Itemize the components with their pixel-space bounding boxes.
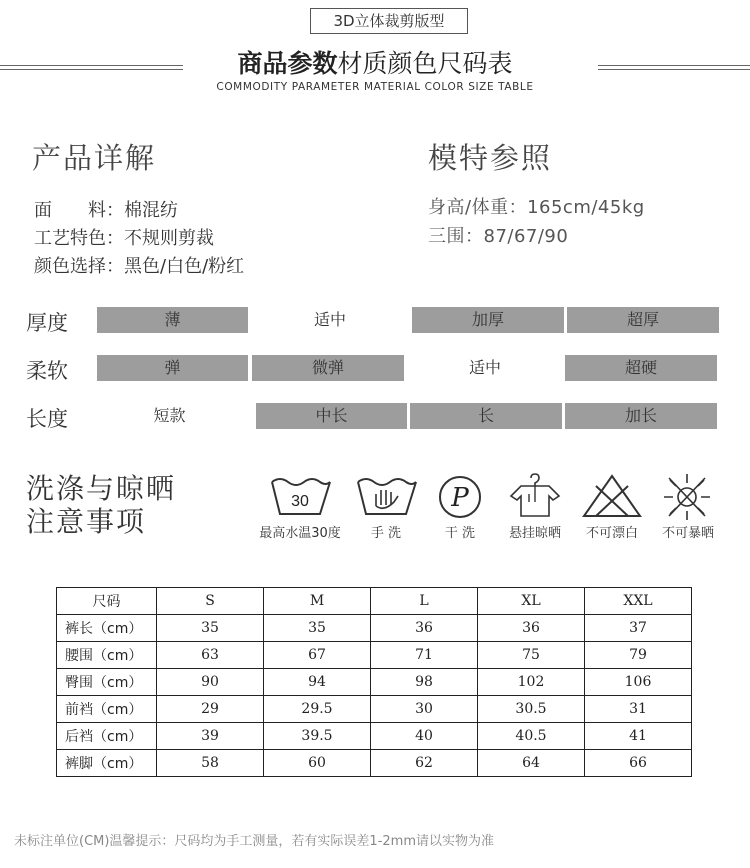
product-info — [34, 197, 244, 281]
craft-label: 工艺特色： — [34, 228, 124, 249]
length-option-short: 短款 — [153, 406, 186, 425]
row-label: 裤脚（cm） — [57, 750, 157, 777]
table-cell: 62 — [371, 750, 478, 777]
thickness-label: 厚度 — [26, 311, 68, 335]
table-cell: 63 — [157, 642, 264, 669]
version-tag: 3D立体裁剪版型 — [310, 8, 468, 34]
model-height-weight: 身高/体重：165cm/45kg — [428, 197, 645, 218]
table-cell: 37 — [585, 615, 692, 642]
no-sun-label: 不可暴晒 — [661, 526, 714, 541]
wash-30-label: 最高水温30度 — [259, 526, 341, 541]
table-cell: 29 — [157, 696, 264, 723]
table-row — [57, 750, 692, 777]
table-cell: 30 — [371, 696, 478, 723]
table-cell: 40 — [371, 723, 478, 750]
dry-clean-icon — [428, 472, 492, 522]
page-subtitle: COMMODITY PARAMETER MATERIAL COLOR SIZE TABLE — [216, 81, 534, 93]
dry-clean-letter: P — [451, 483, 469, 513]
table-cell: 39 — [157, 723, 264, 750]
table-row — [57, 615, 692, 642]
care-title — [26, 472, 176, 538]
table-cell: 60 — [264, 750, 371, 777]
care-title-line1: 洗涤与晾晒 — [26, 472, 177, 505]
footer-note: 未标注单位(CM)温馨提示：尺码均为手工测量，若有实际误差1-2mm请以实物为准 — [14, 834, 494, 849]
row-label: 后裆（cm） — [57, 723, 157, 750]
softness-label: 柔软 — [26, 359, 68, 383]
size-table — [56, 587, 692, 777]
table-cell: 35 — [264, 615, 371, 642]
product-detail-heading: 产品详解 — [32, 141, 157, 175]
table-cell: 40.5 — [478, 723, 585, 750]
table-cell: 29.5 — [264, 696, 371, 723]
length-option-extra-long: 加长 — [565, 403, 717, 429]
table-header-xxl: XXL — [585, 588, 692, 615]
softness-option-medium: 适中 — [468, 358, 501, 377]
table-cell: 67 — [264, 642, 371, 669]
craft-line — [34, 225, 244, 253]
color-line — [34, 253, 244, 281]
table-header-s: S — [157, 588, 264, 615]
table-cell: 41 — [585, 723, 692, 750]
softness-option-hard: 超硬 — [565, 355, 717, 381]
table-cell: 66 — [585, 750, 692, 777]
table-cell: 36 — [478, 615, 585, 642]
table-cell: 79 — [585, 642, 692, 669]
table-cell: 98 — [371, 669, 478, 696]
no-bleach-label: 不可漂白 — [585, 526, 638, 541]
craft-value: 不规则剪裁 — [124, 228, 214, 249]
dry-clean-label: 干 洗 — [444, 526, 476, 541]
hang-dry-label: 悬挂晾晒 — [508, 526, 561, 541]
softness-option-slight: 微弹 — [252, 355, 404, 381]
table-cell: 64 — [478, 750, 585, 777]
model-heading: 模特参照 — [428, 141, 553, 175]
table-cell: 31 — [585, 696, 692, 723]
table-cell: 106 — [585, 669, 692, 696]
table-header-row — [57, 588, 692, 615]
table-row — [57, 642, 692, 669]
thickness-option-medium: 适中 — [313, 310, 346, 329]
row-label: 臀围（cm） — [57, 669, 157, 696]
page-title — [0, 44, 750, 80]
table-cell: 58 — [157, 750, 264, 777]
table-header-size: 尺码 — [57, 588, 157, 615]
row-label: 裤长（cm） — [57, 615, 157, 642]
fabric-label: 面 料： — [34, 200, 124, 221]
thickness-option-thin: 薄 — [97, 307, 248, 333]
fabric-line — [34, 197, 244, 225]
model-info — [428, 193, 645, 251]
table-cell: 36 — [371, 615, 478, 642]
table-header-l: L — [371, 588, 478, 615]
page-title-rest: 材质颜色尺码表 — [337, 49, 513, 78]
thickness-option-thick: 加厚 — [412, 307, 564, 333]
table-row — [57, 669, 692, 696]
table-row — [57, 696, 692, 723]
table-cell: 35 — [157, 615, 264, 642]
table-cell: 94 — [264, 669, 371, 696]
table-cell: 102 — [478, 669, 585, 696]
table-cell: 39.5 — [264, 723, 371, 750]
table-cell: 90 — [157, 669, 264, 696]
no-sun-icon — [655, 472, 719, 522]
hang-dry-icon — [503, 472, 567, 522]
table-header-m: M — [264, 588, 371, 615]
color-label: 颜色选择： — [34, 256, 124, 277]
length-label: 长度 — [26, 407, 68, 431]
length-option-long: 长 — [410, 403, 562, 429]
color-value: 黑色/白色/粉红 — [124, 256, 245, 277]
table-cell: 71 — [371, 642, 478, 669]
model-measurements: 三围：87/67/90 — [428, 226, 569, 247]
hand-wash-label: 手 洗 — [370, 526, 402, 541]
table-row — [57, 723, 692, 750]
row-label: 前裆（cm） — [57, 696, 157, 723]
no-bleach-icon — [580, 472, 644, 522]
length-option-mid: 中长 — [256, 403, 407, 429]
page-title-bold: 商品参数 — [237, 49, 338, 78]
hand-wash-icon — [354, 472, 418, 522]
table-header-xl: XL — [478, 588, 585, 615]
softness-option-elastic: 弹 — [97, 355, 248, 381]
fabric-value: 棉混纺 — [124, 200, 178, 221]
thickness-option-extra-thick: 超厚 — [567, 307, 719, 333]
wash-temp-text: 30 — [291, 493, 309, 510]
wash-30-icon — [268, 472, 332, 522]
row-label: 腰围（cm） — [57, 642, 157, 669]
care-title-line2: 注意事项 — [26, 505, 147, 538]
table-cell: 75 — [478, 642, 585, 669]
table-cell: 30.5 — [478, 696, 585, 723]
